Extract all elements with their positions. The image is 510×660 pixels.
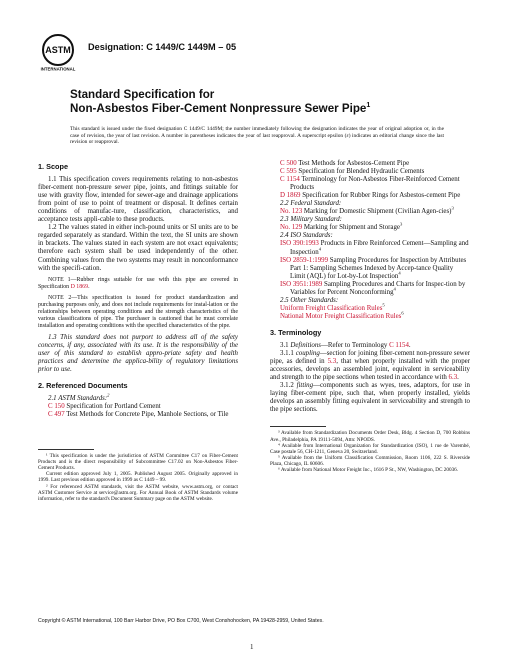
ref-national-motor-freight: National Motor Freight Classification Rules$^6$	[280, 310, 404, 320]
para-1-2: 1.2 The values stated in either inch-pound units or SI units are to be regarded separately as standard. Within the text, the SI units are shown in brackets. The values stated in each system are not exact equivalents; therefore each system shall be used independently of the other. Combining values from the two systems may result in nonconformance with the specifi-cation.	[38, 224, 238, 272]
ref-d1869-link[interactable]: D 1869	[70, 283, 89, 290]
ref-iso2859-link[interactable]: ISO 2859-1:1999	[280, 256, 329, 264]
ref-national-motor-freight-link[interactable]: National Motor Freight Classification Rules	[280, 312, 402, 320]
ref-c1154-link[interactable]: C 1154	[280, 176, 300, 184]
page-number: 1	[250, 643, 254, 651]
section-terminology-heading: 3. Terminology	[270, 327, 322, 337]
ref-iso2859: ISO 2859-1:1999 Sampling Procedures for Inspection by Attributes Part 1: Sampling Schemes Indexed by Accep-tance Quality Limit (AQL) for Lot-by-Lot Inspection$^4$	[280, 256, 467, 280]
section-scope-heading: 1. Scope	[38, 162, 69, 171]
footnote-rule-right	[270, 426, 326, 427]
ref-c500-link[interactable]: C 500	[280, 160, 297, 167]
copyright-notice: Copyright © ASTM International, 100 Barr Harbor Drive, PO Box C700, West Conshohocken, PA 19428-2959, United States.	[38, 618, 324, 624]
footnote-3: ³ Available from Standardization Documents Order Desk, Bldg. 4 Section D, 700 Robbins Ave., Philadelphia, PA 19111-5094, Attn: NPODS.	[270, 430, 470, 443]
ref-6-3-link[interactable]: 6.3	[448, 374, 458, 382]
astm-logo	[38, 32, 78, 72]
astm-standards-heading: 2.1 ASTM Standards:$^2$	[48, 392, 110, 402]
right-column	[270, 160, 470, 473]
ref-d1869: D 1869 Specification for Rubber Rings for Asbestos-cement Pipe	[280, 192, 461, 200]
ref-no123-link[interactable]: No. 123	[280, 208, 303, 216]
svg-text:ASTM: ASTM	[45, 45, 71, 55]
ref-5-3-link[interactable]: 5.3	[327, 358, 337, 366]
issuance-statement: This standard is issued under the fixed designation C 1449/C 1449M; the number immediately following the designation indicates the year of original adoption or, in the case of revision, the year of last revision. A number in parentheses indicates the year of last reapproval. A superscript epsilon (ε) indicates an editorial change since the last revision or reapproval.	[70, 126, 444, 146]
ref-c1154-term-link[interactable]: C 1154	[389, 341, 409, 349]
ref-d1869-list-link[interactable]: D 1869	[280, 192, 301, 200]
footnote-1b: Current edition approved July 1, 2005. Published August 2005. Originally approved in 1999. Last previous edition approved in 1999 as C 1449 – 99.	[38, 471, 238, 484]
document-title	[70, 88, 450, 115]
para-3-1-2: 3.1.2 fitting—components such as wyes, tees, adaptors, for use in laying fiber-cement pipe, such that, when properly installed, yields develops an assembly fitting equivalent in serviceability and strength to the pipe sections.	[270, 382, 470, 414]
ref-no123: No. 123 Marking for Domestic Shipment (Civilian Agen-cies)$^3$	[280, 205, 454, 216]
military-standard-heading: 2.3 Military Standard:	[280, 216, 342, 224]
ref-no129: No. 129 Marking for Shipment and Storage$^3$	[280, 222, 403, 232]
footnote-6: ⁶ Available from National Motor Freight Inc., 1616 P St., NW, Washington, DC 20036.	[278, 466, 459, 473]
footnote-4: ⁴ Available from International Organization for Standardization (ISO), 1 rue de Varembé, Case postale 56, CH-1211, Geneva 20, Switzerland.	[270, 442, 470, 455]
designation: Designation: C 1449/C 1449M – 05	[88, 42, 237, 52]
ref-c595-link[interactable]: C 595	[280, 168, 297, 176]
ref-iso390-link[interactable]: ISO 390:1993	[280, 240, 319, 248]
ref-c150-link[interactable]: C 150	[48, 402, 65, 410]
title-line-2: Non-Asbestos Fiber-Cement Nonpressure Sewer Pipe$^1$	[70, 101, 371, 115]
other-standards-heading: 2.5 Other Standards:	[280, 296, 339, 304]
footnote-1: ¹ This specification is under the jurisdiction of ASTM Committee C17 on Fiber-Cement Products and is the direct responsibility of Subcommittee C17.02 on Non-Asbestos Fiber-Cement Products.	[38, 453, 238, 472]
left-column	[38, 160, 238, 502]
para-1-1: 1.1 This specification covers requirements relating to non-asbestos fiber-cement non-pressure sewer pipe, joints, and fittings suitable for use with gravity flow, intended for sewer-age and drainage applications from point of use to point of treatment or disposal. It defines certain conditions of manufac-ture, classification, characteristics, and acceptance tests appli-cable to these products.	[38, 176, 238, 224]
ref-iso3951: ISO 3951:1989 Sampling Procedures and Charts for Inspec-tion by Variables for Percent Nonconforming$^4$	[280, 280, 466, 296]
note-2: NOTE 2—This specification is issued for product standardization and purchasing purposes only, and does not include requirements for instal-lation or the relationships between operating conditions and the strength characteristics of the various classifications of pipe. The purchaser is cautioned that he must correlate installation and operating conditions with the specified characteristics of the pipe.	[38, 294, 238, 329]
para-3-1: 3.1 Definitions—Refer to Terminology C 1154.	[280, 341, 411, 349]
ref-c150: C 150 Specification for Portland Cement	[48, 402, 161, 410]
para-1-3: 1.3 This standard does not purport to address all of the safety concerns, if any, associated with its use. It is the responsibility of the user of this standard to establish appro-priate safety and health practices and determine the applica-bility of regulatory limitations prior to use.	[38, 333, 238, 373]
footnote-5: ⁵ Available from the Uniform Classification Commission, Room 1106, 222 S. Riverside Plaza, Chicago, IL 60606.	[270, 454, 470, 467]
ref-c497-link[interactable]: C 497	[48, 410, 65, 418]
ref-iso3951-link[interactable]: ISO 3951:1989	[280, 280, 323, 288]
federal-standard-heading: 2.2 Federal Standard:	[280, 200, 342, 208]
ref-uniform-freight: Uniform Freight Classification Rules$^5$	[280, 302, 385, 312]
title-line-1: Standard Specification for	[70, 88, 215, 101]
footnote-rule	[38, 449, 94, 450]
iso-standards-heading: 2.4 ISO Standards:	[280, 232, 333, 240]
section-referenced-documents-heading: 2. Referenced Documents	[38, 380, 128, 390]
ref-c497: C 497 Test Methods for Concrete Pipe, Manhole Sections, or Tile	[48, 410, 229, 418]
para-3-1-1: 3.1.1 coupling—section for joining fiber-cement non-pressure sewer pipe, as defined in 5.3, that when properly installed with the proper accessories, develops an assembled joint, equivalent in serviceability and strength to the pipe sections when tested in accordance with 6.3.	[270, 350, 470, 382]
note-1: NOTE 1—Rubber rings suitable for use with this pipe are covered in Specification D 1869.	[38, 276, 238, 290]
svg-text:INTERNATIONAL: INTERNATIONAL	[40, 66, 76, 72]
ref-c500: C 500 Test Methods for Asbestos-Cement Pipe	[280, 160, 410, 167]
ref-no129-link[interactable]: No. 129	[280, 224, 303, 232]
footnote-2: ² For referenced ASTM standards, visit the ASTM website, www.astm.org, or contact ASTM Customer Service at service@astm.org. For Annual Book of ASTM Standards volume information, refer to the standard's Document Summary page on the ASTM website.	[38, 483, 238, 502]
ref-iso390: ISO 390:1993 Products in Fibre Reinforced Cement—Sampling and Inspection$^4$	[280, 240, 469, 256]
ref-c1154: C 1154 Terminology for Non-Asbestos Fiber-Reinforced Cement Products	[280, 176, 460, 192]
ref-uniform-freight-link[interactable]: Uniform Freight Classification Rules	[280, 304, 383, 312]
ref-c595: C 595 Specification for Blended Hydraulic Cements	[280, 168, 425, 176]
